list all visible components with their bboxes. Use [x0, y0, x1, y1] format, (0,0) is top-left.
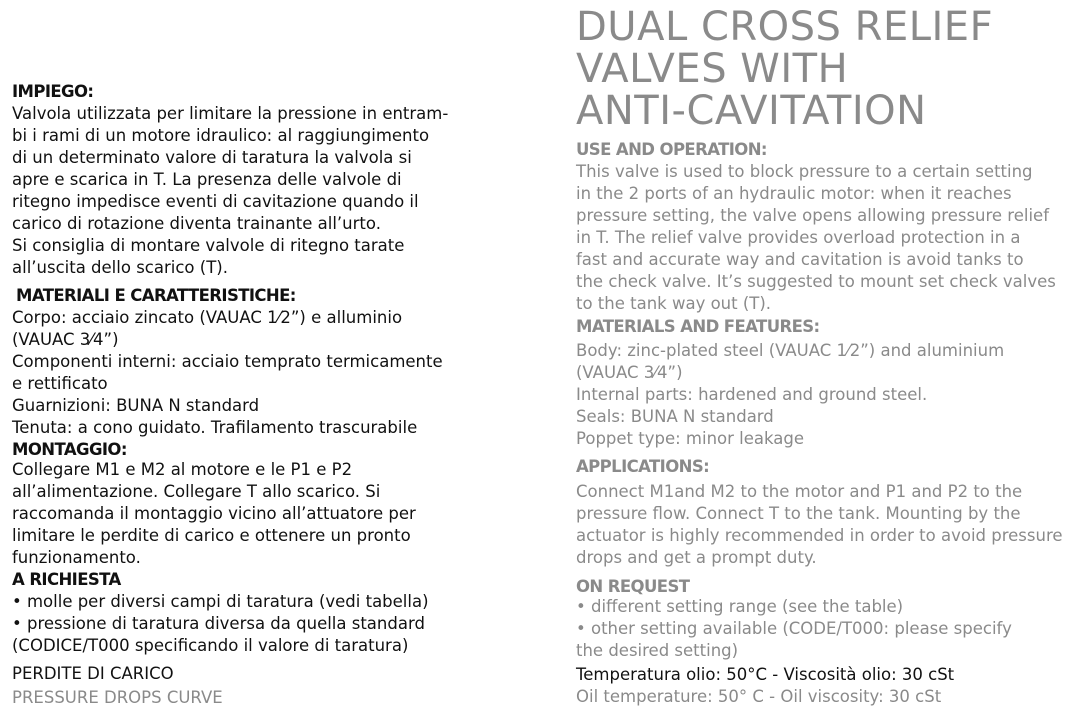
use-line: This valve is used to block pressure to a certain setting	[576, 162, 1033, 181]
temperature-english: Oil temperature: 50° C - Oil viscosity: 30 cSt	[576, 687, 942, 706]
temperature-italian: Temperatura olio: 50°C - Viscosità olio: 30 cSt	[576, 665, 955, 684]
materials-line: Body: zinc-plated steel (VAUAC 1⁄2”) and aluminium	[576, 341, 1005, 360]
impiego-line: ritegno impedisce eventi di cavitazione quando il	[12, 192, 419, 211]
applications-line: actuator is highly recommended in order to avoid pressure	[576, 526, 1063, 545]
richiesta-line: • molle per diversi campi di taratura (vedi tabella)	[12, 592, 429, 611]
richiesta-line: (CODICE/T000 specificando il valore di taratura)	[12, 636, 409, 655]
montaggio-line: all’alimentazione. Collegare T allo scarico. Si	[12, 482, 381, 501]
montaggio-heading: MONTAGGIO:	[12, 440, 127, 459]
applications-line: pressure flow. Connect T to the tank. Mounting by the	[576, 504, 1021, 523]
materiali-line: (VAUAC 3⁄4”)	[12, 330, 119, 349]
title-line: ANTI-CAVITATION	[576, 88, 927, 134]
request-line: the desired setting)	[576, 641, 739, 660]
use-line: the check valve. It’s suggested to mount set check valves	[576, 272, 1056, 291]
use-line: pressure setting, the valve opens allowing pressure relief	[576, 206, 1050, 225]
materiali-line: Guarnizioni: BUNA N standard	[12, 396, 260, 415]
title-line: DUAL CROSS RELIEF	[576, 4, 994, 50]
impiego-line: all’uscita dello scarico (T).	[12, 258, 228, 277]
materials-line: Poppet type: minor leakage	[576, 429, 805, 448]
materials-line: Internal parts: hardened and ground steel.	[576, 385, 928, 404]
impiego-line: carico di rotazione diventa trainante all’urto.	[12, 214, 381, 233]
request-line: • different setting range (see the table)	[576, 597, 904, 616]
montaggio-line: Collegare M1 e M2 al motore e le P1 e P2	[12, 460, 353, 479]
materiali-line: Componenti interni: acciaio temprato termicamente	[12, 352, 443, 371]
materiali-line: e rettificato	[12, 374, 108, 393]
montaggio-line: funzionamento.	[12, 548, 141, 567]
materials-heading: MATERIALS AND FEATURES:	[576, 317, 820, 336]
request-line: • other setting available (CODE/T000: please specify	[576, 619, 1012, 638]
title-line: VALVES WITH	[576, 46, 849, 92]
materiali-line: Tenuta: a cono guidato. Trafilamento trascurabile	[12, 418, 418, 437]
applications-line: Connect M1and M2 to the motor and P1 and P2 to the	[576, 482, 1023, 501]
use-heading: USE AND OPERATION:	[576, 140, 767, 159]
use-line: to the tank way out (T).	[576, 294, 772, 313]
richiesta-line: • pressione di taratura diversa da quella standard	[12, 614, 425, 633]
impiego-line: di un determinato valore di taratura la valvola si	[12, 148, 412, 167]
impiego-line: Si consiglia di montare valvole di ritegno tarate	[12, 236, 405, 255]
materials-line: (VAUAC 3⁄4”)	[576, 363, 683, 382]
montaggio-line: raccomanda il montaggio vicino all’attuatore per	[12, 504, 416, 523]
perdite-label: PERDITE DI CARICO	[12, 664, 174, 683]
impiego-line: Valvola utilizzata per limitare la pressione in entram-	[12, 104, 449, 123]
richiesta-heading: A RICHIESTA	[12, 570, 121, 589]
request-heading: ON REQUEST	[576, 577, 690, 596]
impiego-line: bi i rami di un motore idraulico: al raggiungimento	[12, 126, 430, 145]
use-line: in T. The relief valve provides overload protection in a	[576, 228, 1021, 247]
use-line: in the 2 ports of an hydraulic motor: when it reaches	[576, 184, 1012, 203]
applications-line: drops and get a prompt duty.	[576, 548, 817, 567]
materiali-line: Corpo: acciaio zincato (VAUAC 1⁄2”) e alluminio	[12, 308, 403, 327]
materiali-heading: MATERIALI E CARATTERISTICHE:	[16, 286, 296, 305]
applications-heading: APPLICATIONS:	[576, 457, 710, 476]
use-line: fast and accurate way and cavitation is avoid tanks to	[576, 250, 1024, 269]
impiego-heading: IMPIEGO:	[12, 82, 94, 101]
montaggio-line: limitare le perdite di carico e ottenere un pronto	[12, 526, 411, 545]
impiego-line: apre e scarica in T. La presenza delle valvole di	[12, 170, 402, 189]
pressure-drops-label: PRESSURE DROPS CURVE	[12, 688, 223, 707]
materials-line: Seals: BUNA N standard	[576, 407, 774, 426]
